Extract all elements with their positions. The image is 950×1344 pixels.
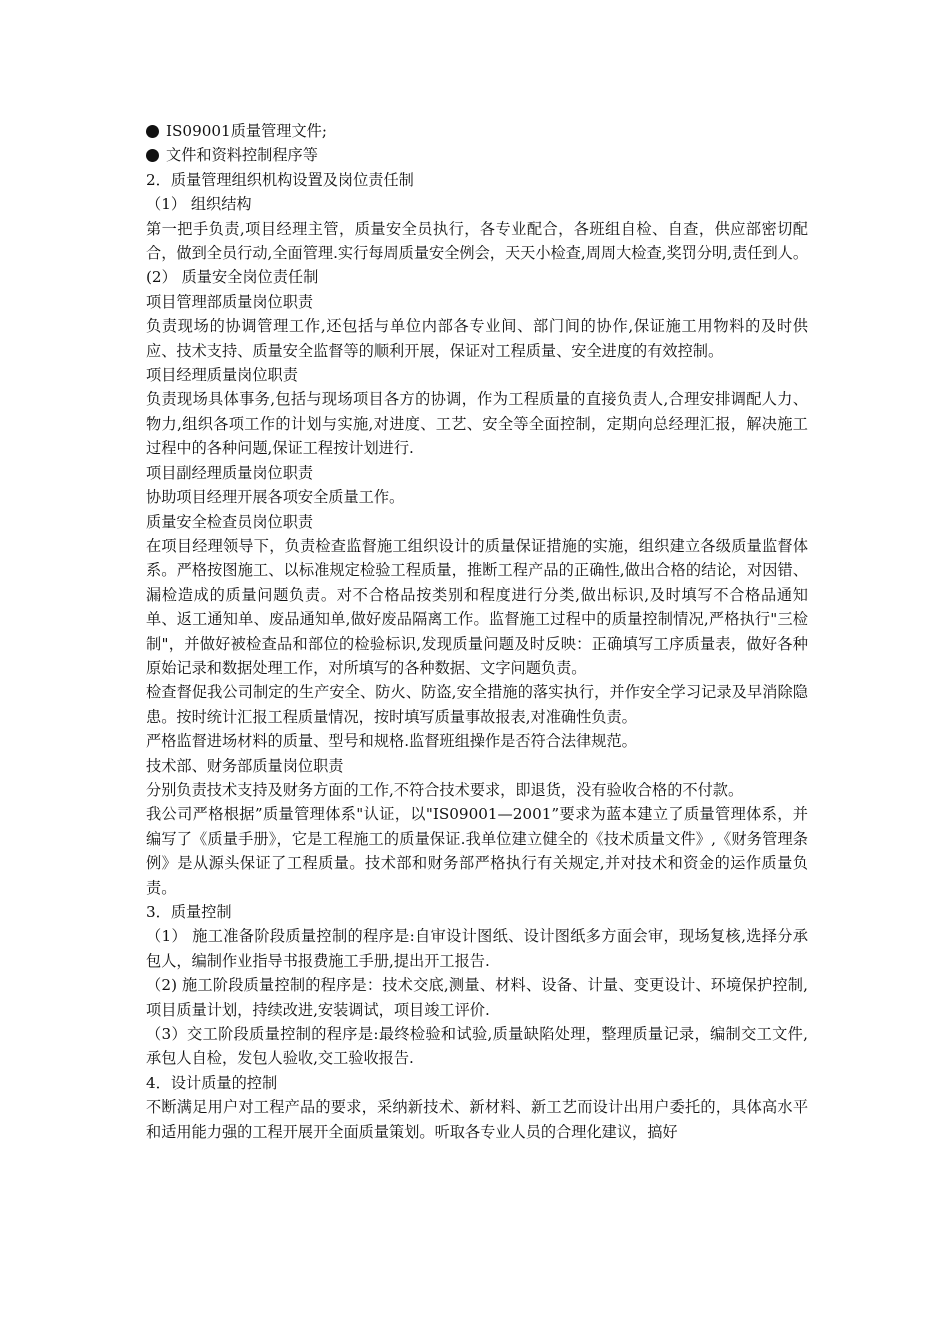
role-heading: 项目经理质量岗位职责 (146, 366, 298, 385)
body-paragraph: （2) 施工阶段质量控制的程序是：技术交底,测量、材料、设备、计量、变更设计、环境保护控制,项目质量计划，持续改进,安装调试，项目竣工评价. (146, 976, 808, 1019)
bullet-item (146, 119, 808, 143)
bullet-item (146, 143, 808, 167)
role-heading: 质量安全检查员岗位职责 (146, 512, 314, 531)
bullet-dot-icon (146, 149, 159, 162)
body-paragraph: （1） 施工准备阶段质量控制的程序是:自审设计图纸、设计图纸多方面会审，现场复核,选择分承包人，编制作业指导书报费施工手册,提出开工报告. (146, 927, 808, 970)
role-heading: 项目副经理质量岗位职责 (146, 463, 314, 482)
body-paragraph: 负责现场具体事务,包括与现场项目各方的协调，作为工程质量的直接负责人,合理安排调配人力、物力,组织各项工作的计划与实施,对进度、工艺、安全等全面控制，定期向总经理汇报，解决施工过程中的各种问题,保证工程按计划进行. (146, 390, 808, 458)
body-paragraph: 第一把手负责,项目经理主管，质量安全员执行，各专业配合，各班组自检、自查，供应部密切配合，做到全员行动,全面管理.实行每周质量安全例会，天天小检查,周周大检查,奖罚分明,责任到人。 (146, 219, 809, 263)
subsection-heading: (2） 质量安全岗位责任制 (146, 268, 319, 287)
body-paragraph: 在项目经理领导下，负责检查监督施工组织设计的质量保证措施的实施，组织建立各级质量监督体系。严格按图施工、以标准规定检验工程质量，推断工程产品的正确性,做出合格的结论，对因错、漏检造成的质量问题负责。对不合格品按类别和程度进行分类,做出标识,及时填写不合格品通知单、返工通知单、废品通知单,做好废品隔离工作。监督施工过程中的质量控制情况,严格执行"三检制"，并做好被检查品和部位的检验标识,发现质量问题及时反映：正确填写工序质量表，做好各种原始记录和数据处理工作，对所填写的各种数据、文字问题负责。 (146, 536, 808, 677)
role-heading: 项目管理部质量岗位职责 (146, 292, 314, 311)
bullet-dot-icon (146, 125, 159, 138)
body-paragraph: 检查督促我公司制定的生产安全、防火、防盗,安全措施的落实执行，并作安全学习记录及早消除隐患。按时统计汇报工程质量情况，按时填写质量事故报表,对准确性负责。 (146, 683, 808, 726)
section-heading: 2．质量管理组织机构设置及岗位责任制 (146, 170, 414, 189)
body-paragraph: 分别负责技术支持及财务方面的工作,不符合技术要求，即退货，没有验收合格的不付款。 (146, 780, 744, 799)
section-heading: 3．质量控制 (146, 903, 232, 921)
document-page (146, 119, 808, 1144)
subsection-heading: （1） 组织结构 (146, 195, 252, 214)
body-paragraph: 我公司严格根据”质量管理体系"认证，以"IS09001—2001”要求为蓝本建立了质量管理体系，并编写了《质量手册》，它是工程施工的质量保证.我单位建立健全的《技术质量文件》,《财务管理条例》是从源头保证了工程质量。技术部和财务部严格执行有关规定,并对技术和资金的运作质量负责。 (146, 805, 808, 897)
bullet-text: 文件和资料控制程序等 (166, 146, 318, 165)
bullet-text: IS09001质量管理文件; (166, 122, 327, 140)
body-paragraph: 负责现场的协调管理工作,还包括与单位内部各专业间、部门间的协作,保证施工用物料的及时供应、技术支持、质量安全监督等的顺利开展，保证对工程质量、安全进度的有效控制。 (146, 317, 808, 360)
body-paragraph: 协助项目经理开展各项安全质量工作。 (146, 488, 405, 507)
body-paragraph: 不断满足用户对工程产品的要求，采纳新技术、新材料、新工艺而设计出用户委托的，具体高水平和适用能力强的工程开展开全面质量策划。听取各专业人员的合理化建议，搞好 (146, 1098, 808, 1141)
role-heading: 技术部、财务部质量岗位职责 (146, 756, 344, 775)
body-paragraph: （3）交工阶段质量控制的程序是:最终检验和试验,质量缺陷处理，整理质量记录，编制交工文件,承包人自检，发包人验收,交工验收报告. (146, 1025, 808, 1068)
section-heading: 4．设计质量的控制 (146, 1073, 278, 1092)
body-paragraph: 严格监督进场材料的质量、型号和规格.监督班组操作是否符合法律规范。 (146, 732, 637, 751)
